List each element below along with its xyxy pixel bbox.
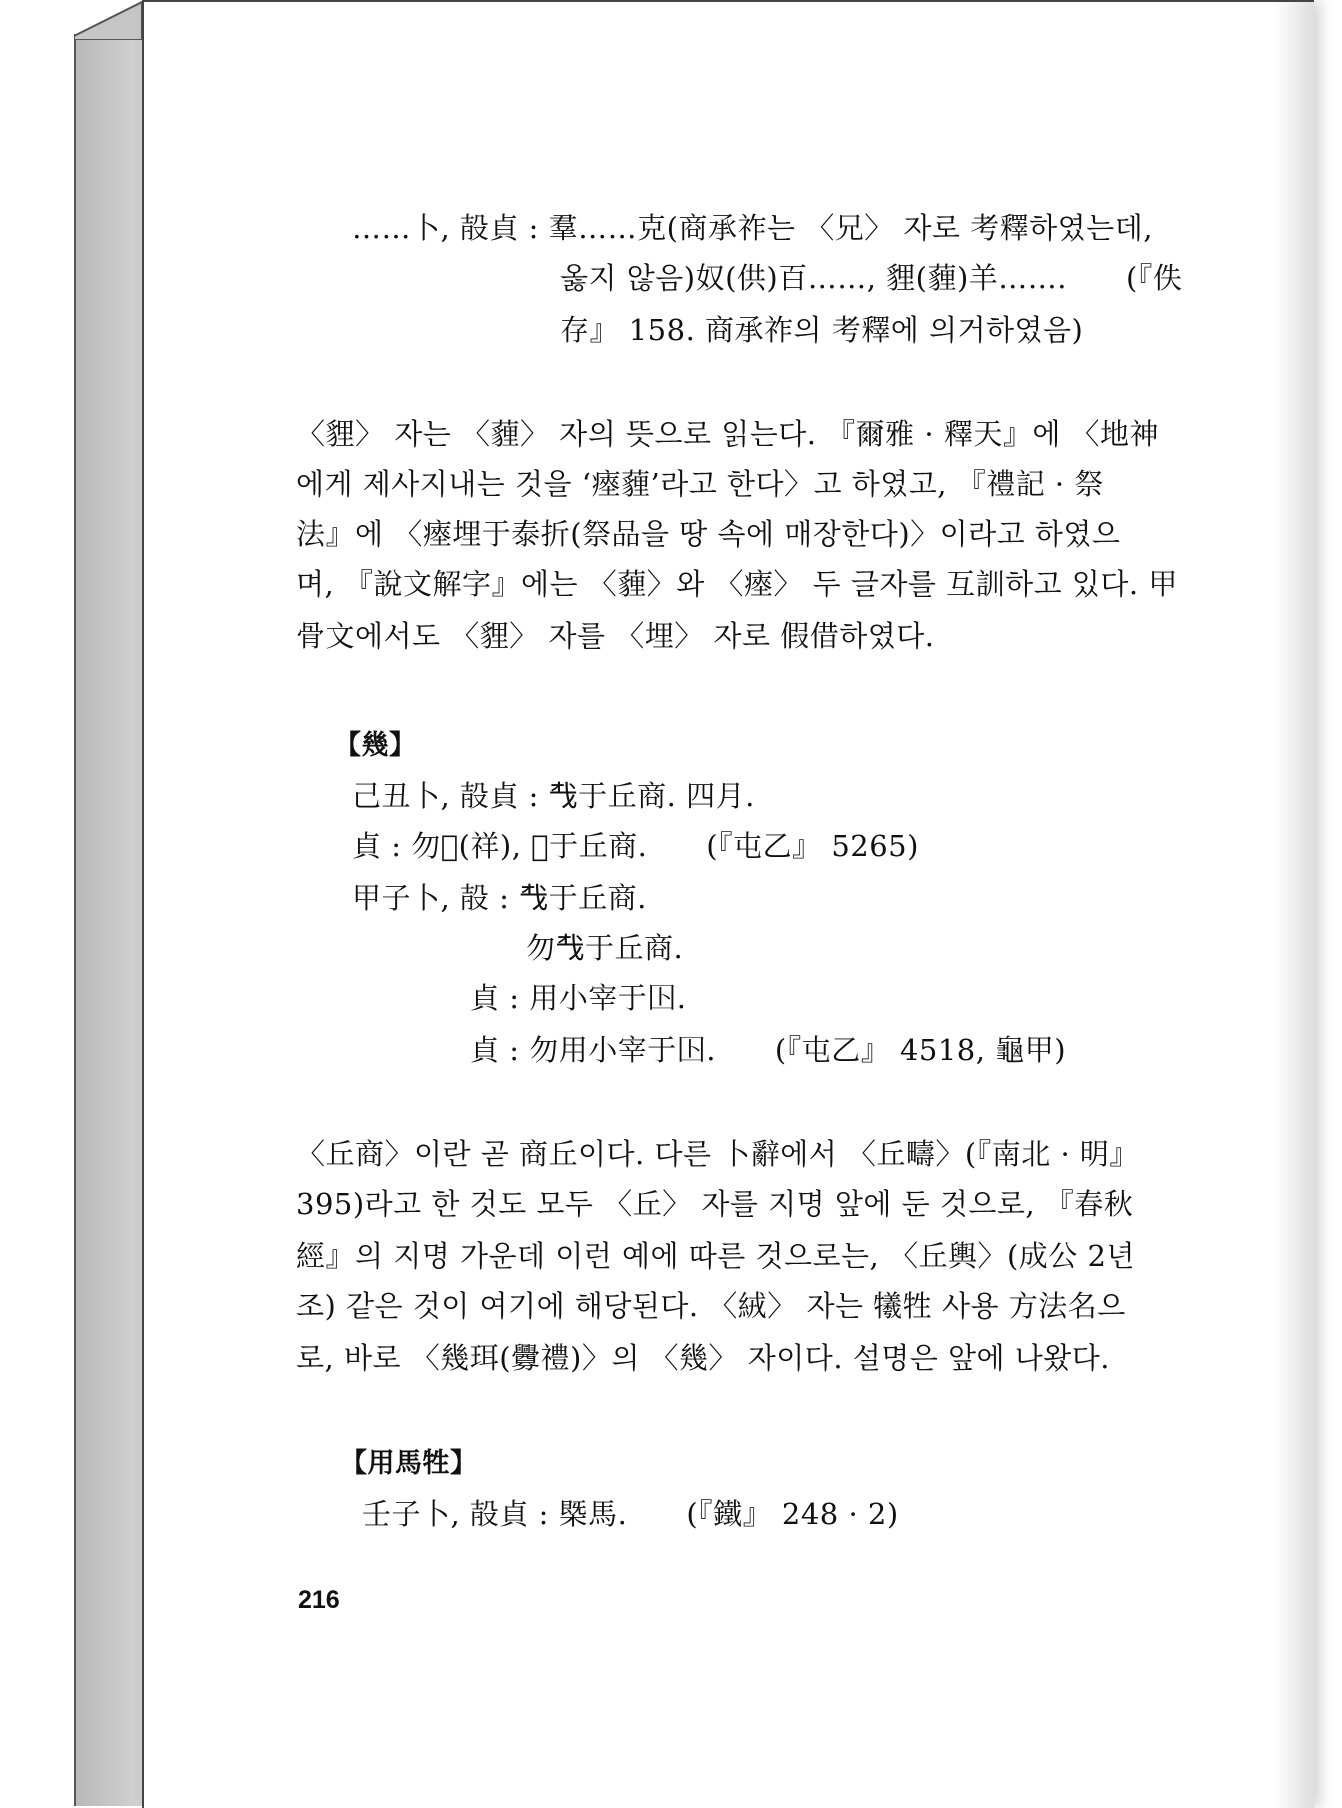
page-number: 216 [298, 1586, 340, 1614]
para1-line-2: 에게 제사지내는 것을 ‘瘞薶’라고 한다〉고 하였고, 『禮記 · 祭 [296, 467, 1104, 501]
para2-line-1: 〈丘商〉이란 곧 商丘이다. 다른 卜辭에서 〈丘疇〉(『南北 · 明』 [296, 1137, 1139, 1171]
quote1-line-2: 옳지 않음)奴(供)百……, 貍(薶)羊……. (『佚 [560, 261, 1183, 295]
para1-line-1: 〈貍〉 자는 〈薶〉 자의 뜻으로 읽는다. 『爾雅 · 釋天』에 〈地神 [296, 417, 1160, 451]
book-top-corner [74, 0, 144, 40]
section-heading-2: 【用馬牲】 [340, 1448, 478, 1479]
quote2-line-5: 貞 : 用小宰于𡆥. [470, 981, 687, 1015]
para2-line-2: 395)라고 한 것도 모두 〈丘〉 자를 지명 앞에 둔 것으로, 『春秋 [296, 1187, 1134, 1221]
quote3-line-1: 壬子卜, 㱿貞 : 槩馬. (『鐵』 248 · 2) [362, 1497, 899, 1531]
quote2-line-3: 甲子卜, 㱿 : 𢦔于丘商. [352, 881, 647, 915]
book-spine-edge [74, 34, 146, 1806]
para1-line-5: 骨文에서도 〈貍〉 자를 〈埋〉 자로 假借하였다. [296, 619, 935, 653]
para2-line-3: 經』의 지명 가운데 이런 예에 따른 것으로는, 〈丘輿〉(成公 2년 [296, 1239, 1135, 1273]
para1-line-3: 法』에 〈瘞埋于泰折(祭品을 땅 속에 매장한다)〉이라고 하였으 [296, 517, 1121, 551]
quote1-line-1: ……卜, 㱿貞 : 羣……克(商承祚는 〈兄〉 자로 考釋하였는데, [352, 211, 1153, 245]
section-heading-1: 【幾】 [334, 730, 417, 761]
quote2-line-2: 貞 : 勿𤉲(祥), 𢦔于丘商. (『屯乙』 5265) [352, 829, 919, 863]
page-right-shadow [1274, 2, 1314, 1808]
quote1-line-3: 存』 158. 商承祚의 考釋에 의거하였음) [560, 313, 1084, 347]
quote2-line-6: 貞 : 勿用小宰于𡆥. (『屯乙』 4518, 龜甲) [470, 1033, 1067, 1067]
para2-line-4: 조) 같은 것이 여기에 해당된다. 〈絨〉 자는 犧牲 사용 方法名으 [296, 1289, 1126, 1323]
quote2-line-4: 勿𢦔于丘商. [526, 931, 684, 965]
para1-line-4: 며, 『說文解字』에는 〈薶〉와 〈瘞〉 두 글자를 互訓하고 있다. 甲 [296, 567, 1178, 601]
para2-line-5: 로, 바로 〈幾珥(釁禮)〉의 〈幾〉 자이다. 설명은 앞에 나왔다. [296, 1341, 1111, 1375]
quote2-line-1: 己丑卜, 㱿貞 : 𢦔于丘商. 四月. [352, 779, 755, 813]
